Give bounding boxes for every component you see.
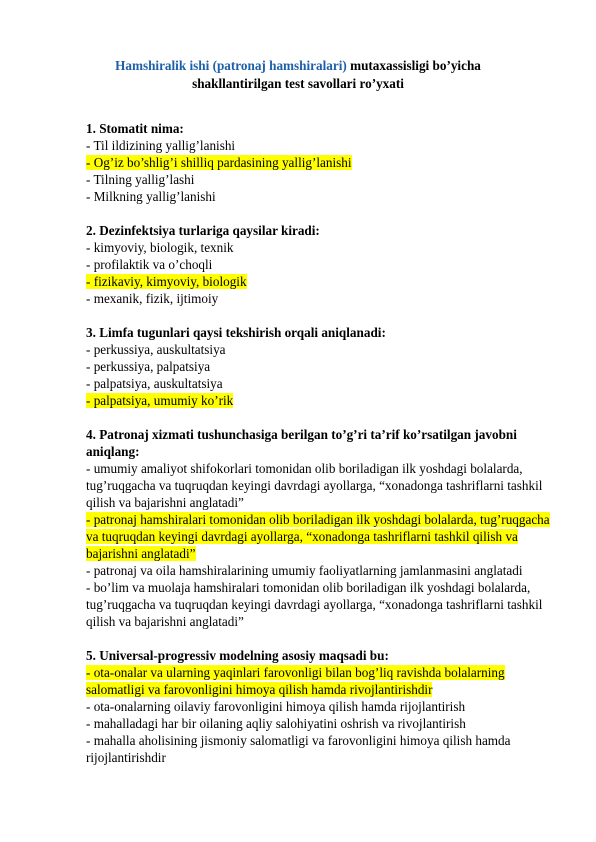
question-block xyxy=(86,120,556,205)
question-header: 4. Patronaj xizmati tushunchasiga berilgan to’g’ri ta’rif ko’rsatilgan javobni aniqlang: xyxy=(86,427,517,459)
answer-option-correct xyxy=(86,511,556,562)
answer-option xyxy=(86,290,556,307)
answer-option-text: - palpatsiya, auskultatsiya xyxy=(86,376,223,391)
answer-option-text: - Milkning yallig’lanishi xyxy=(86,189,216,204)
answer-option-text: - patronaj hamshiralari tomonidan olib boriladigan ilk yoshdagi bolalarda, tug’ruqgacha va tuqruqdan keyingi davrdagi ayollarga, “xonadonga tashriflarni tashkil qilish va bajarishni anglatadi” xyxy=(86,512,550,561)
answer-option-text: - mahalladagi har bir oilaning aqliy salohiyatini oshrish va rivojlantirish xyxy=(86,716,466,731)
answer-option-correct xyxy=(86,664,556,698)
question-block xyxy=(86,647,556,766)
title-line-1-rest: mutaxassisligi bo’yicha xyxy=(346,58,481,73)
answer-option xyxy=(86,698,556,715)
answer-option-correct xyxy=(86,273,556,290)
answer-option-text: - perkussiya, auskultatsiya xyxy=(86,342,226,357)
question-header: 2. Dezinfektsiya turlariga qaysilar kiradi: xyxy=(86,223,320,238)
answer-option xyxy=(86,256,556,273)
question-header: 3. Limfa tugunlari qaysi tekshirish orqali aniqlanadi: xyxy=(86,325,386,340)
answer-option-text: - palpatsiya, umumiy ko’rik xyxy=(86,393,234,408)
answer-option-text: - Og’iz bo’shlig’i shilliq pardasining yallig’lanishi xyxy=(86,155,352,170)
answer-option-text: - umumiy amaliyot shifokorlari tomonidan olib boriladigan ilk yoshdagi bolalarda, tug’ruqgacha va tuqruqdan keyingi davrdagi ayollarga, “xonadonga tashriflarni tashkil qilish va bajarishni anglatadi” xyxy=(86,461,543,510)
answer-option xyxy=(86,341,556,358)
question-block xyxy=(86,426,556,630)
answer-option xyxy=(86,137,556,154)
answer-option-text: - kimyoviy, biologik, texnik xyxy=(86,240,234,255)
answer-option-text: - mexanik, fizik, ijtimoiy xyxy=(86,291,219,306)
answer-option xyxy=(86,732,556,766)
answer-option-correct xyxy=(86,154,556,171)
title-line-1 xyxy=(0,57,596,75)
answer-option xyxy=(86,188,556,205)
question-header: 5. Universal-progressiv modelning asosiy maqsadi bu: xyxy=(86,648,389,663)
answer-option xyxy=(86,358,556,375)
answer-option xyxy=(86,460,556,511)
answer-option-text: - bo’lim va muolaja hamshiralari tomonidan olib boriladigan ilk yoshdagi bolalarda, tug’ruqgacha va tuqruqdan keyingi davrdagi ayollarga, “xonadonga tashriflarni tashkil qilish va bajarishni anglatadi” xyxy=(86,580,543,629)
question-header: 1. Stomatit nima: xyxy=(86,121,184,136)
answer-option-text: - Tilning yallig’lashi xyxy=(86,172,195,187)
title-specialty: Hamshiralik ishi (patronaj hamshiralari) xyxy=(115,58,347,73)
answer-option-text: - perkussiya, palpatsiya xyxy=(86,359,211,374)
answer-option xyxy=(86,239,556,256)
answer-option-text: - ota-onalar va ularning yaqinlari farovonligi bilan bog’liq ravishda bolalarning salomatligi va farovonligini himoya qilish hamda rivojlantirishdir xyxy=(86,665,505,697)
question-block xyxy=(86,222,556,307)
answer-option-text: - Til ildizining yallig’lanishi xyxy=(86,138,236,153)
answer-option xyxy=(86,562,556,579)
question-block xyxy=(86,324,556,409)
answer-option xyxy=(86,715,556,732)
answer-option xyxy=(86,375,556,392)
answer-option-text: - fizikaviy, kimyoviy, biologik xyxy=(86,274,247,289)
page-title xyxy=(0,57,596,93)
question-list xyxy=(86,120,556,783)
answer-option-text: - patronaj va oila hamshiralarining umumiy faoliyatlarning jamlanmasini anglatadi xyxy=(86,563,523,578)
answer-option xyxy=(86,579,556,630)
title-line-2: shakllantirilgan test savollari ro’yxati xyxy=(192,76,404,91)
answer-option-correct xyxy=(86,392,556,409)
answer-option-text: - mahalla aholisining jismoniy salomatligi va farovonligini himoya qilish hamda rijojlantirishdir xyxy=(86,733,511,765)
answer-option-text: - profilaktik va o’choqli xyxy=(86,257,213,272)
answer-option-text: - ota-onalarning oilaviy farovonligini himoya qilish hamda rijojlantirish xyxy=(86,699,466,714)
answer-option xyxy=(86,171,556,188)
